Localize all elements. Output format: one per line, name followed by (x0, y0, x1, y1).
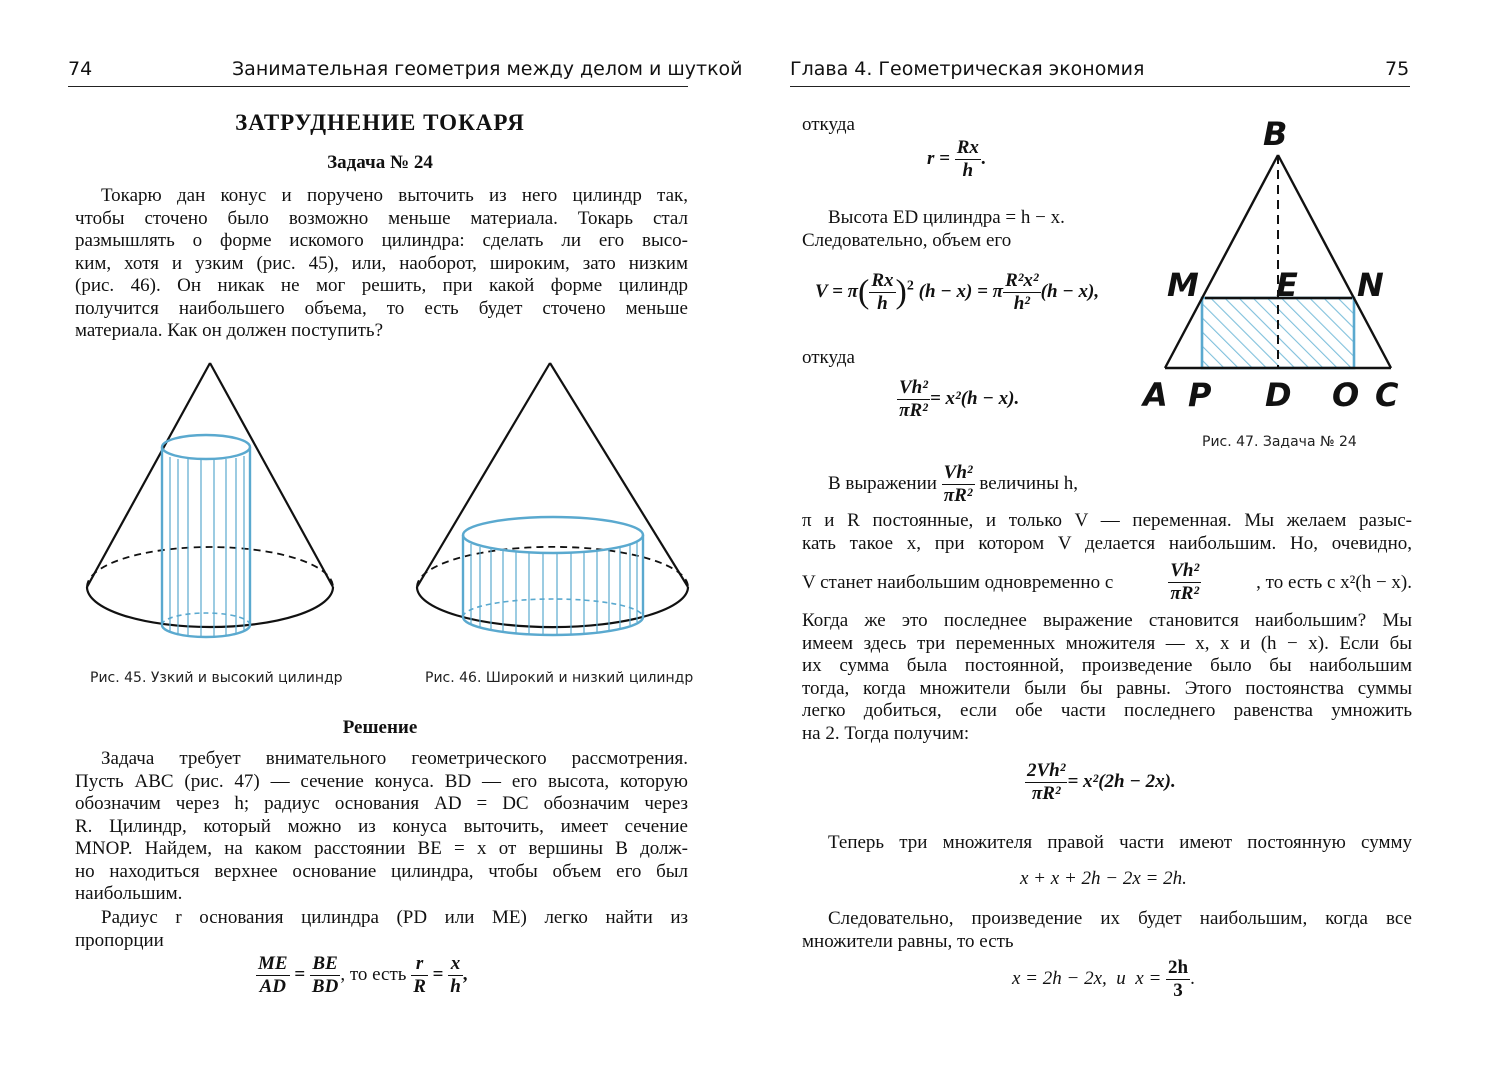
label-m: M (1167, 266, 1199, 304)
text-line: пропорции (75, 929, 164, 951)
height-paragraph (802, 207, 1152, 252)
figure-46-caption: Рис. 46. Широкий и низкий цилиндр (425, 670, 694, 686)
double-formula: $\frac{\text{2Vh²}}{\text{πR²}}$ = x²(2h − 2x). (1027, 760, 1176, 804)
proportion-formula: $\frac{ME}{AD}$ = $\frac{BE}{BD}$ , то есть $\frac{r}{R}$ = $\frac{x}{h}$ , (258, 953, 468, 997)
equal-factors-paragraph (802, 908, 1412, 953)
label-p: P (1188, 376, 1212, 414)
text-line: Задача требует внимательного геометрического рассмотрения. (101, 748, 688, 769)
solution-paragraph (75, 748, 688, 906)
figure-45-narrow-cylinder (70, 355, 370, 660)
text-line: кать такое x, при котором V делается наибольшим. Но, очевидно, (802, 532, 1412, 554)
fraction: $\frac{x}{h}$ (450, 953, 461, 997)
constant-sum-paragraph (802, 832, 1412, 855)
text-line: их сумма была постоянной, произведение было бы наибольшим (802, 655, 1412, 676)
label-o: O (1332, 376, 1360, 414)
variable-paragraph (802, 510, 1412, 555)
text-line: легко добиться, если обе части последнего равенства умножить (802, 700, 1412, 721)
fraction: $\frac{Rx}{h}$ (956, 137, 979, 181)
text-line: тогда, когда множители были бы равны. Этого постоянства суммы (802, 677, 1412, 699)
figure-47-cone-section (1135, 110, 1425, 420)
max-line: V станет наибольшим одновременно с $\frac{\text{Vh²}}{\text{πR²}}$ , то есть с x²(h − x). (802, 560, 1412, 604)
running-head-left: Занимательная геометрия между делом и шуткой (232, 58, 743, 80)
fraction: $\frac{\text{2Vh²}}{\text{πR²}}$ (1027, 760, 1066, 804)
text-line: (рис. 46). Он никак не мог решить, при какой форме цилиндр (75, 275, 688, 296)
fraction: $\frac{ME}{AD}$ (258, 953, 288, 997)
text-line: множители равны, то есть (802, 930, 1014, 952)
figure-46-wide-cylinder (405, 355, 705, 660)
solution-heading: Решение (342, 717, 418, 738)
text-line: Пусть ABC (рис. 47) — сечение конуса. BD — его высота, которую (75, 770, 688, 792)
label-d: D (1265, 376, 1292, 414)
text-line: Радиус r основания цилиндра (PD или ME) легко найти из (101, 907, 688, 928)
expression-line: В выражении $\frac{\text{Vh²}}{\text{πR²}}$ величины h, (828, 462, 1078, 506)
text-line: Когда же это последнее выражение становится наибольшим? Мы (802, 610, 1412, 631)
left-page (0, 0, 745, 1080)
text-line: наибольшим. (75, 883, 183, 904)
header-rule-left (68, 86, 688, 87)
label-c: C (1375, 376, 1399, 414)
intro-paragraph (75, 185, 688, 343)
text-line: Следовательно, объем его (802, 229, 1012, 251)
text-line: но находиться верхнее основание цилиндра, чтобы объем его был (75, 860, 688, 882)
text-line: R. Цилиндр, который можно из конуса выточить, имеет сечение (75, 815, 688, 837)
fraction: $\frac{\text{Vh²}}{\text{πR²}}$ (1170, 560, 1200, 604)
figure-47-caption: Рис. 47. Задача № 24 (1202, 434, 1357, 450)
figure-45-caption: Рис. 45. Узкий и высокий цилиндр (90, 670, 343, 686)
running-head-right: Глава 4. Геометрическая экономия (790, 58, 1145, 80)
volume-formula: V = π( $\frac{Rx}{h}$ )$^2$ (h − x) = π $\frac{\text{R²x²}}{\text{h²}}$ (h − x), (815, 270, 1100, 314)
whence-2: откуда (802, 347, 855, 368)
page-number-left: 74 (68, 58, 93, 80)
text-line: Следовательно, произведение их будет наибольшим, когда все (828, 908, 1412, 929)
right-page (745, 0, 1491, 1080)
ratio-formula: $\frac{\text{Vh²}}{\text{πR²}}$ = x²(h − x). (899, 377, 1020, 421)
text-line: получится наибольшего объема, то есть будет сточено меньше (75, 297, 688, 319)
radius-paragraph (75, 907, 688, 952)
text-line: обозначим через h; радиус основания AD = DC обозначим через (75, 793, 688, 814)
factor-paragraph (802, 610, 1412, 745)
fraction: $\frac{\text{Vh²}}{\text{πR²}}$ (943, 462, 973, 506)
section-title: ЗАТРУДНЕНИЕ ТОКАРЯ (235, 110, 525, 135)
fraction: $\frac{\text{Vh²}}{\text{πR²}}$ (899, 377, 928, 421)
r-formula: r = $\frac{Rx}{h}$ . (927, 137, 986, 181)
header-rule-right (790, 86, 1410, 87)
text-line: Теперь три множителя правой части имеют постоянную сумму (828, 832, 1412, 853)
text-line: π и R постоянные, и только V — переменная. Мы желаем разыс- (802, 510, 1412, 531)
whence-1: откуда (802, 114, 855, 135)
text-line: на 2. Тогда получим: (802, 722, 970, 744)
sum-formula: x + x + 2h − 2x = 2h. (1020, 868, 1187, 889)
fraction: $\frac{BE}{BD}$ (311, 953, 339, 997)
label-n: N (1357, 266, 1384, 304)
text-line: материала. Как он должен поступить? (75, 320, 383, 341)
page-number-right: 75 (1385, 58, 1410, 80)
label-e: E (1276, 266, 1298, 304)
fraction: $\frac{\text{R²x²}}{\text{h²}}$ (1005, 270, 1039, 314)
text-line: Токарю дан конус и поручено выточить из него цилиндр так, (101, 185, 688, 206)
text-line: имеем здесь три переменных множителя — x, x и (h − x). Если бы (802, 632, 1412, 654)
fraction: $\frac{r}{R}$ (413, 953, 426, 997)
fraction: $\frac{Rx}{h}$ (871, 270, 894, 314)
text-line: Высота ED цилиндра = h − x. (828, 207, 1065, 228)
fraction: $\frac{2h}{3}$ (1168, 957, 1189, 1001)
text-line: чтобы сточено было возможно меньше материала. Токарь стал (75, 207, 688, 229)
final-formula: x = 2h − 2x, и x = $\frac{2h}{3}$ . (1012, 957, 1195, 1001)
text-line: ким, хотя и узким (рис. 45), или, наоборот, широким, зато низким (75, 252, 688, 274)
problem-heading: Задача № 24 (327, 152, 433, 173)
text-line: MNOP. Найдем, на каком расстоянии BE = x от вершины B долж- (75, 838, 688, 859)
label-b: B (1263, 115, 1288, 153)
text-line: размышлять о форме искомого цилиндра: сделать ли его высо- (75, 230, 688, 251)
label-a: A (1143, 376, 1168, 414)
